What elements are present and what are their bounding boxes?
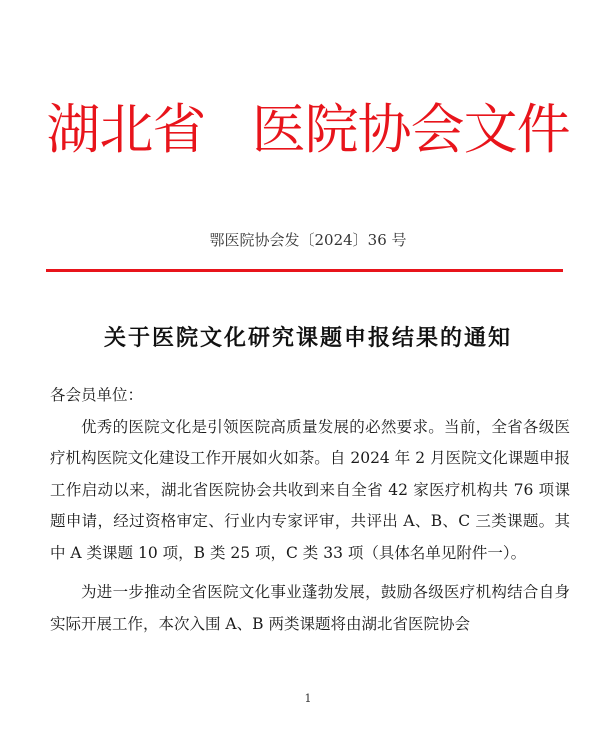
body-paragraph: 为进一步推动全省医院文化事业蓬勃发展，鼓励各级医疗机构结合自身实际开展工作，本次入围 A、B 两类课题将由湖北省医院协会 — [50, 583, 570, 633]
body-paragraph: 优秀的医院文化是引领医院高质量发展的必然要求。当前，全省各级医疗机构医院文化建设工作开展如火如荼。自 2024 年 2 月医院文化课题申报工作启动以来，湖北省医院协会共收到来自全省 42 家医疗机构共 76 项课题申请，经过资格审定、行业内专家评审，共评出 A、B、C 三类课题。其中 A 类课题 10 项，B 类 25 项，C 类 33 项（具体名单见附件一）。 — [50, 417, 570, 562]
red-divider-line — [46, 269, 563, 272]
masthead-title — [0, 92, 616, 168]
notice-body — [50, 380, 570, 640]
salutation: 各会员单位： — [50, 386, 144, 404]
page-number: 1 — [304, 692, 312, 705]
masthead-province: 湖北省 — [46, 98, 206, 161]
masthead-organization: 医院协会文件 — [251, 98, 570, 161]
notice-title: 关于医院文化研究课题申报结果的通知 — [103, 325, 512, 351]
document-number: 鄂医院协会发〔2024〕36 号 — [209, 231, 407, 249]
